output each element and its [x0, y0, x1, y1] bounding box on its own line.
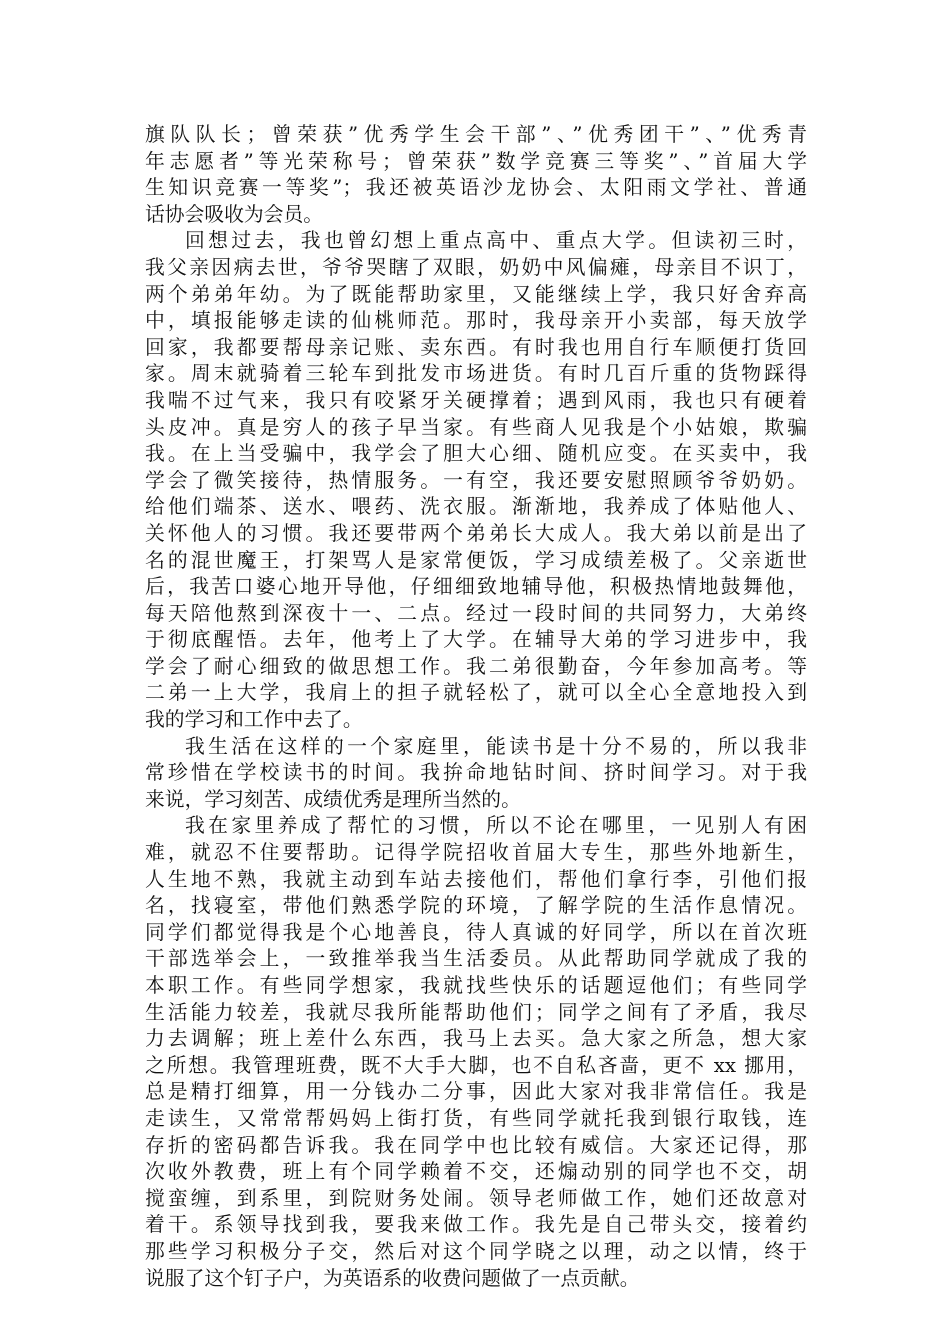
text-line: 走读生，又常常帮妈妈上街打货，有些同学就托我到银行取钱，连: [145, 1106, 807, 1130]
text-line: 我。在上当受骗中，我学会了胆大心细、随机应变。在买卖中，我: [145, 442, 807, 466]
text-line: 旗队队长；曾荣获”优秀学生会干部”、”优秀团干”、”优秀青: [145, 123, 807, 146]
paragraph: [145, 813, 807, 1292]
text-line: 同学们都觉得我是个心地善良，待人真诚的好同学，所以在首次班: [145, 920, 807, 944]
text-line: 学会了微笑接待，热情服务。一有空，我还要安慰照顾爷爷奶奶。: [145, 468, 807, 492]
text-line: 来说，学习刻苦、成绩优秀是理所当然的。: [145, 787, 521, 811]
text-line: 我在家里养成了帮忙的习惯，所以不论在哪里，一见别人有困: [185, 814, 807, 838]
text-line: 后，我苦口婆心地开导他，仔细细致地辅导他，积极热情地鼓舞他，: [145, 575, 807, 599]
text-line: 关怀他人的习惯。我还要带两个弟弟长大成人。我大弟以前是出了: [145, 521, 807, 545]
text-line: 中，填报能够走读的仙桃师范。那时，我母亲开小卖部，每天放学: [145, 309, 807, 333]
text-line: 二弟一上大学，我肩上的担子就轻松了，就可以全心全意地投入到: [145, 681, 807, 705]
text-line: 家。周末就骑着三轮车到批发市场进货。有时几百斤重的货物踩得: [145, 362, 807, 386]
text-line: 每天陪他熬到深夜十一、二点。经过一段时间的共同努力，大弟终: [145, 601, 807, 625]
text-line: 回家，我都要帮母亲记账、卖东西。有时我也用自行车顺便打货回: [145, 335, 807, 359]
text-line: 生知识竞赛一等奖”；我还被英语沙龙协会、太阳雨文学社、普通: [145, 176, 807, 200]
text-line: 生活能力较差，我就尽我所能帮助他们；同学之间有了矛盾，我尽: [145, 1000, 807, 1024]
text-line: 年志愿者”等光荣称号；曾荣获”数学竞赛三等奖”、”首届大学: [145, 149, 807, 173]
text-line: 说服了这个钉子户，为英语系的收费问题做了一点贡献。: [145, 1266, 640, 1290]
text-line: 我生活在这样的一个家庭里，能读书是十分不易的，所以我非: [185, 734, 807, 758]
text-line: 人生地不熟，我就主动到车站去接他们，帮他们拿行李，引他们报: [145, 867, 807, 891]
text-line: 话协会吸收为会员。: [145, 202, 324, 226]
paragraph: [145, 122, 807, 228]
text-line: 于彻底醒悟。去年，他考上了大学。在辅导大弟的学习进步中，我: [145, 628, 807, 652]
text-line: 搅蛮缠，到系里，到院财务处闹。领导老师做工作，她们还故意对: [145, 1186, 807, 1210]
text-line: 我喘不过气来，我只有咬紧牙关硬撑着；遇到风雨，我也只有硬着: [145, 388, 807, 412]
text-line: 常珍惜在学校读书的时间。我拚命地钻时间、挤时间学习。对于我: [145, 761, 807, 785]
text-line: 头皮冲。真是穷人的孩子早当家。有些商人见我是个小姑娘，欺骗: [145, 415, 807, 439]
text-line: 我的学习和工作中去了。: [145, 708, 363, 732]
text-line: 力去调解；班上差什么东西，我马上去买。急大家之所急，想大家: [145, 1027, 807, 1051]
text-line: 那些学习积极分子交，然后对这个同学晓之以理，动之以情，终于: [145, 1239, 807, 1263]
text-line: 给他们端茶、送水、喂药、洗衣服。渐渐地，我养成了体贴他人、: [145, 495, 807, 519]
text-line: 之所想。我管理班费，既不大手大脚，也不自私吝啬，更不 xx 挪用，: [145, 1053, 807, 1077]
text-line: 着干。系领导找到我，要我来做工作。我先是自己带头交，接着约: [145, 1213, 807, 1237]
text-line: 本职工作。有些同学想家，我就找些快乐的话题逗他们；有些同学: [145, 974, 807, 997]
document-body: [145, 122, 807, 1292]
text-line: 次收外教费，班上有个同学赖着不交，还煽动别的同学也不交，胡: [145, 1160, 807, 1184]
text-line: 总是精打细算，用一分钱办二分事，因此大家对我非常信任。我是: [145, 1080, 807, 1104]
paragraph: [145, 734, 807, 814]
text-line: 学会了耐心细致的做思想工作。我二弟很勤奋，今年参加高考。等: [145, 654, 807, 678]
paragraph: [145, 228, 807, 733]
text-line: 难，就忍不住要帮助。记得学院招收首届大专生，那些外地新生，: [145, 841, 807, 865]
text-line: 干部选举会上，一致推举我当生活委员。从此帮助同学就成了我的: [145, 947, 807, 971]
text-line: 回想过去，我也曾幻想上重点高中、重点大学。但读初三时，: [185, 229, 807, 253]
text-line: 名，找寝室，带他们熟悉学院的环境，了解学院的生活作息情况。: [145, 894, 807, 918]
text-line: 存折的密码都告诉我。我在同学中也比较有威信。大家还记得，那: [145, 1133, 807, 1157]
text-line: 我父亲因病去世，爷爷哭瞎了双眼，奶奶中风偏瘫，母亲目不识丁，: [145, 255, 807, 279]
text-line: 两个弟弟年幼。为了既能帮助家里，又能继续上学，我只好舍弃高: [145, 282, 807, 306]
text-line: 名的混世魔王，打架骂人是家常便饭，学习成绩差极了。父亲逝世: [145, 548, 807, 572]
